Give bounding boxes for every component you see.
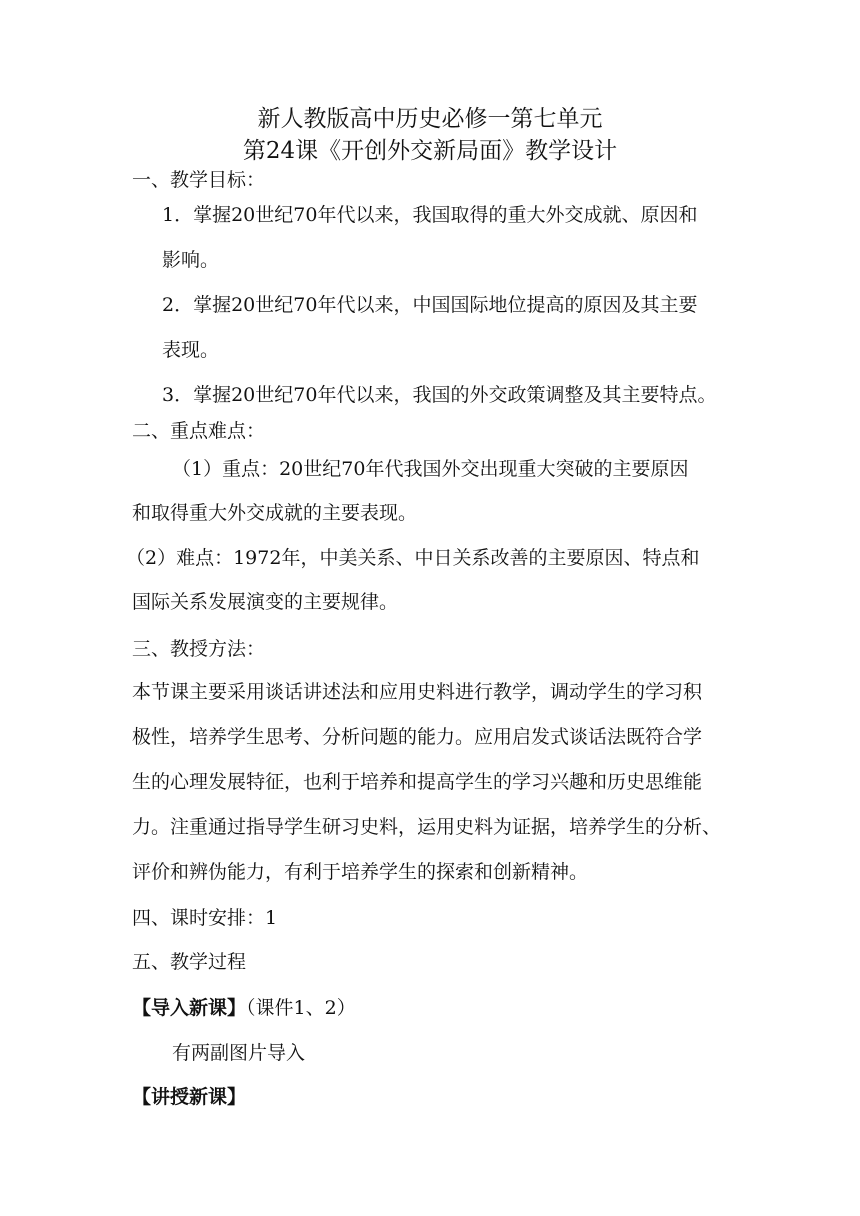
intro-note: （课件1、2）	[246, 997, 356, 1019]
intro-text: 有两副图片导入	[172, 1042, 306, 1064]
objective-3-line1: 3．掌握20世纪70年代以来，我国的外交政策调整及其主要特点。	[162, 384, 717, 406]
method-line1: 本节课主要采用谈话讲述法和应用史料进行教学，调动学生的学习积	[132, 681, 703, 703]
section4-heading: 四、课时安排：1	[132, 907, 278, 929]
method-line2: 极性，培养学生思考、分析问题的能力。应用启发式谈话法既符合学	[132, 726, 703, 748]
method-line5: 评价和辨伪能力，有利于培养学生的探索和创新精神。	[132, 861, 589, 883]
section1-heading: 一、教学目标：	[132, 169, 266, 191]
document-title-line2: 第24课《开创外交新局面》教学设计	[242, 138, 618, 164]
method-line4: 力。注重通过指导学生研习史料，运用史料为证据，培养学生的分析、	[132, 816, 722, 838]
document-title-line1: 新人教版高中历史必修一第七单元	[257, 106, 603, 132]
intro-row	[132, 996, 356, 1020]
method-line3: 生的心理发展特征，也利于培养和提高学生的学习兴趣和历史思维能	[132, 771, 703, 793]
objective-1-line2: 影响。	[162, 249, 220, 271]
key-point-line2: 和取得重大外交成就的主要表现。	[132, 502, 418, 524]
lecture-label: 【讲授新课】	[132, 1086, 247, 1108]
intro-label: 【导入新课】	[132, 997, 247, 1019]
section2-heading: 二、重点难点：	[132, 420, 266, 442]
objective-2-line1: 2．掌握20世纪70年代以来，中国国际地位提高的原因及其主要	[162, 294, 698, 316]
section5-heading: 五、教学过程	[132, 951, 247, 973]
difficulty-line1: （2）难点：1972年，中美关系、中日关系改善的主要原因、特点和	[126, 547, 700, 569]
section3-heading: 三、教授方法：	[132, 638, 266, 660]
objective-2-line2: 表现。	[162, 339, 220, 361]
key-point-line1: （1）重点：20世纪70年代我国外交出现重大突破的主要原因	[172, 458, 689, 480]
objective-1-line1: 1．掌握20世纪70年代以来，我国取得的重大外交成就、原因和	[162, 204, 698, 226]
difficulty-line2: 国际关系发展演变的主要规律。	[132, 591, 399, 613]
